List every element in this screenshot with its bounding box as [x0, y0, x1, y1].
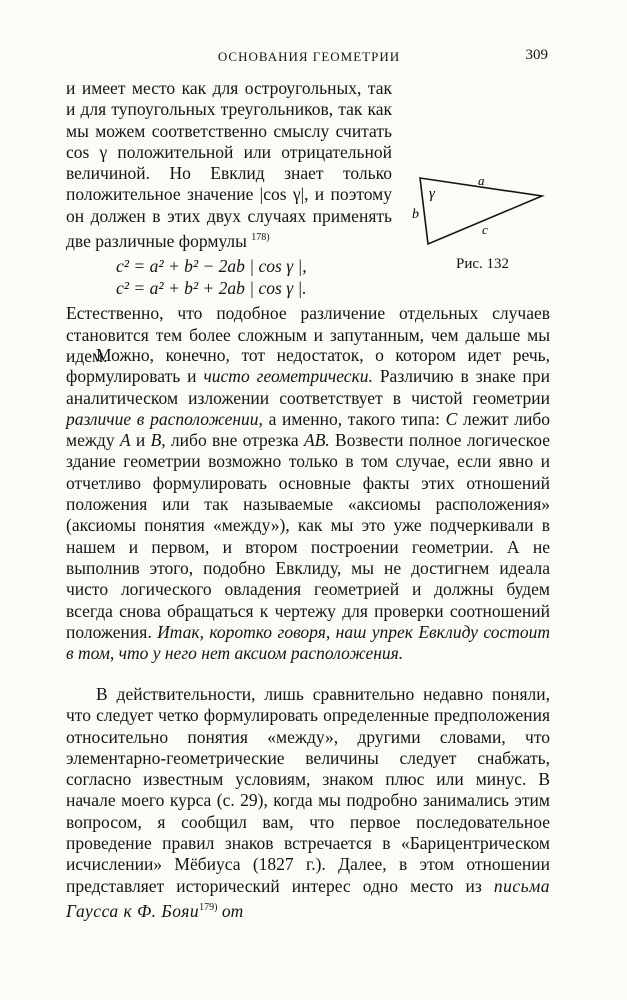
running-title: ОСНОВАНИЯ ГЕОМЕТРИИ [217, 49, 401, 64]
para3-text: от [217, 900, 244, 921]
label-a: a [478, 173, 485, 188]
para3-text: В действительности, лишь сравнительно недавно поняли, что следует четко формулировать определенные предположения относительно понятия «между», другими словами, что элементарно-геометрические величины следует снабжать, согласно известным условиям, знаком плюс или минус. В начале моего курса (с. 29), когда мы подробно занимались этим вопросом, я сообщил вам, что первое последовательное проведение правил знаков встречается в «Барицентрическом исчислении» Мёбиуса (1827 г.). Далее, в этом отношении представляет исторический интерес одно место из [66, 684, 550, 896]
paragraph-1 [66, 78, 550, 367]
paragraph-3 [66, 684, 550, 922]
running-header [60, 44, 558, 66]
figure-132 [400, 172, 550, 277]
para1-text-a: и имеет место как для остроугольных, так и для тупоугольных треугольников, так как мы можем соответственно смыслу считать cos γ положительной или отрицательной величиной. Но Евклид знает только положительное значение |cos γ|, и поэтому он должен в этих двух случаях применять две различные формулы [66, 78, 392, 251]
label-b: b [412, 207, 419, 222]
para2-text: лежит либо между [66, 408, 550, 451]
para2-text: Можно, конечно, тот недостаток, о котором идет речь, формулировать и [66, 345, 550, 387]
para1-text-b: Естественно, что подобное различение отдельных случаев становится тем более сложным и запутанным, чем дальше мы идем. [66, 303, 550, 366]
triangle-diagram [412, 172, 552, 250]
para2-italic: B, [150, 430, 166, 451]
para2-italic: A [119, 430, 131, 451]
figure-caption: Рис. 132 [456, 256, 510, 272]
para2-text: Различию в знаке при аналитическом изложении соответствует в чистой геометрии [66, 366, 550, 408]
para2-italic: различие в расположении, [66, 408, 263, 429]
para2-italic: Итак, коротко говоря, наш упрек Евклиду состоит в том, что у него нет аксиом расположения. [66, 621, 551, 664]
page-number: 309 [525, 47, 548, 63]
para2-text: либо вне отрезка [165, 430, 304, 451]
para2-text: а именно, такого типа: [262, 408, 446, 429]
label-gamma: γ [429, 186, 435, 202]
footnote-ref-178: 178) [251, 232, 270, 244]
label-c: c [482, 222, 488, 237]
para2-italic: чисто геометрически. [203, 366, 373, 387]
para3-italic: письма Гаусса к Ф. Бояи [66, 875, 550, 921]
formula-1: c² = a² + b² − 2ab | cos γ |, [116, 256, 307, 277]
para2-italic: AB. [304, 430, 330, 451]
para2-text: Возвести полное логическое здание геометрии возможно только в том случае, если явно и отчетливо формулировать основные факты этих отношений положения или так называемые «аксиомы расположения» (аксиомы понятия «между»), как мы это уже подчеркивали в нашем и первом, и втором построении геометрии. А не выполнив этого, подобно Евклиду, мы не достигнем идеала чисто логического овладения геометрией и должны будем всегда снова обращаться к чертежу для проверки соотношений положения. [66, 430, 550, 642]
para2-text: и [130, 430, 151, 451]
footnote-ref-179: 179) [199, 901, 218, 913]
formula-2: c² = a² + b² + 2ab | cos γ |. [116, 277, 307, 298]
para2-italic: C [445, 408, 458, 429]
paragraph-2 [66, 345, 550, 664]
